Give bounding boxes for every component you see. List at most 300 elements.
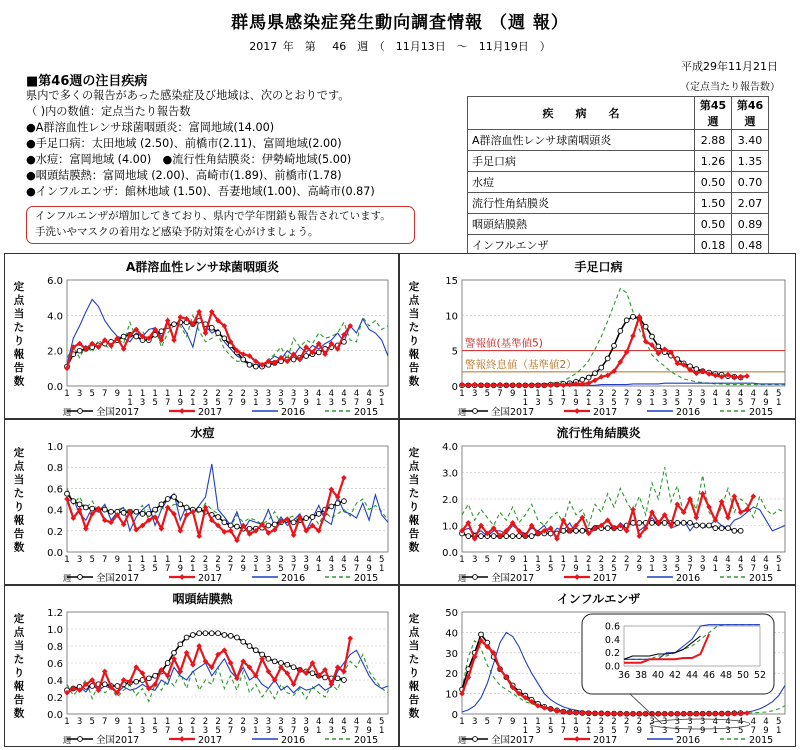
x-tick-label: 9 <box>177 726 184 736</box>
y-tick-label: 10 <box>445 689 458 701</box>
x-tick-label: 3 <box>253 389 259 399</box>
legend-label: 2016 <box>281 735 306 746</box>
data-point-national <box>134 509 139 514</box>
legend-marker <box>473 409 478 414</box>
data-point-2017 <box>694 515 700 521</box>
x-tick-label: 9 <box>699 564 706 574</box>
y-tick-label: 4.0 <box>442 442 458 453</box>
data-point-national <box>228 523 233 528</box>
x-tick-label: 9 <box>509 555 516 565</box>
x-tick-label: 1 <box>535 555 541 565</box>
x-tick-label: 1 <box>585 398 592 408</box>
chart-panel-ekc <box>399 419 796 585</box>
y-axis-label-char: 告 <box>408 694 420 706</box>
x-tick-label: 1 <box>253 398 259 408</box>
x-axis-unit: 週 <box>457 574 467 584</box>
x-tick-label: 1 <box>316 564 322 574</box>
x-tick-label: 7 <box>290 726 297 736</box>
x-tick-label: 9 <box>366 726 372 736</box>
data-point-national <box>197 507 202 512</box>
data-point-national <box>304 516 309 521</box>
x-tick-label: 4 <box>763 555 769 565</box>
x-tick-label: 2 <box>190 389 196 399</box>
x-tick-label: 3 <box>674 717 681 727</box>
x-tick-label: 1 <box>459 717 465 727</box>
data-point-national <box>222 633 227 638</box>
y-axis-label-char: 報 <box>408 680 420 693</box>
legend-marker <box>574 408 580 414</box>
x-tick-label: 1 <box>190 564 196 574</box>
chart-title: 水痘 <box>190 426 215 440</box>
x-tick-label: 3 <box>290 389 297 399</box>
x-tick-label: 1 <box>164 389 171 399</box>
inset-y-tick-label: 0.6 <box>604 621 620 633</box>
data-point-national <box>165 497 170 502</box>
legend-label: 2016 <box>676 573 701 584</box>
x-tick-label: 3 <box>278 555 284 565</box>
x-tick-label: 1 <box>522 398 529 408</box>
x-tick-label: 2 <box>598 717 605 727</box>
data-point-national <box>146 676 151 681</box>
y-tick-label: 0.0 <box>47 382 63 393</box>
x-tick-label: 7 <box>497 555 503 565</box>
legend-marker <box>179 574 185 580</box>
data-point-2017 <box>725 515 731 521</box>
x-tick-label: 1 <box>152 555 158 565</box>
threshold-label: 警報終息値（基準値2） <box>465 358 577 371</box>
y-tick-label: 1.2 <box>47 608 63 619</box>
x-tick-label: 4 <box>341 717 347 727</box>
y-tick-label: 2.0 <box>442 495 458 506</box>
focus-item: ●手足口病：太田地域 (2.50)、前橋市(2.11)、富岡地域(2.00) <box>26 137 342 150</box>
y-axis-label-char: 当 <box>13 474 25 486</box>
x-tick-label: 3 <box>265 389 272 399</box>
x-tick-label: 5 <box>775 717 782 727</box>
chart-hfmd <box>400 254 797 420</box>
data-point-national <box>178 642 183 647</box>
x-tick-label: 3 <box>699 389 706 399</box>
inset-x-tick-label: 36 <box>617 670 631 681</box>
x-tick-label: 7 <box>353 726 360 736</box>
data-point-national <box>247 644 252 649</box>
y-axis-label-char: り <box>13 501 25 513</box>
data-point-2017 <box>177 528 183 534</box>
y-tick-label: 50 <box>445 608 458 619</box>
legend-label: 全国2017 <box>96 407 140 418</box>
x-tick-label: 3 <box>535 398 541 408</box>
inset-x-tick-label: 46 <box>702 670 716 681</box>
x-tick-label: 2 <box>611 555 617 565</box>
x-tick-label: 4 <box>341 555 347 565</box>
data-point-national <box>247 362 252 367</box>
data-point-national <box>153 507 158 512</box>
x-tick-label: 2 <box>636 717 643 727</box>
y-axis-label-char: 点 <box>13 460 25 473</box>
y-axis-label-char: 告 <box>13 694 25 706</box>
y-axis-label-char: 定 <box>13 447 25 459</box>
data-point-national <box>738 528 743 533</box>
data-point-national <box>222 520 227 525</box>
legend-label: 2016 <box>676 407 701 418</box>
y-axis-label-char: 点 <box>408 460 420 473</box>
data-point-national <box>216 515 221 520</box>
x-tick-label: 1 <box>535 389 541 399</box>
legend-label: 2015 <box>749 735 774 746</box>
x-tick-label: 2 <box>636 555 643 565</box>
x-tick-label: 3 <box>76 717 83 727</box>
y-tick-label: 3.0 <box>442 468 458 480</box>
x-tick-label: 1 <box>585 564 592 574</box>
x-tick-label: 7 <box>750 398 757 408</box>
x-tick-label: 4 <box>725 389 731 399</box>
y-axis-label-char: 報 <box>408 348 420 361</box>
x-tick-label: 1 <box>177 717 184 727</box>
inset-x-tick-label: 44 <box>685 670 699 681</box>
threshold-label: 警報値(基準値5) <box>465 337 543 350</box>
y-tick-label: 40 <box>445 628 458 640</box>
y-axis-label-char: 数 <box>408 541 420 554</box>
x-tick-label: 5 <box>378 717 385 727</box>
x-tick-label: 3 <box>139 564 146 574</box>
chart-strep <box>5 254 400 420</box>
x-tick-label: 9 <box>763 564 769 574</box>
data-point-national <box>121 510 126 515</box>
x-tick-label: 3 <box>265 564 272 574</box>
y-axis-label-char: 当 <box>408 474 420 486</box>
data-point-national <box>216 331 221 336</box>
y-axis-label-char: 当 <box>13 308 25 320</box>
x-tick-label: 7 <box>497 389 503 399</box>
data-point-national <box>612 343 617 348</box>
y-tick-label: 20 <box>445 669 458 681</box>
x-tick-label: 7 <box>560 564 567 574</box>
chart-title: 手足口病 <box>574 260 623 274</box>
x-tick-label: 7 <box>227 726 234 736</box>
x-tick-label: 1 <box>649 398 655 408</box>
data-point-national <box>134 334 139 339</box>
x-tick-label: 4 <box>316 389 322 399</box>
y-tick-label: 0.0 <box>47 548 63 559</box>
y-tick-label: 5 <box>451 346 458 358</box>
data-point-national <box>316 511 321 516</box>
data-point-national <box>316 350 321 355</box>
x-tick-label: 5 <box>341 398 347 408</box>
x-tick-label: 9 <box>636 564 643 574</box>
data-point-national <box>253 364 258 369</box>
x-tick-label: 4 <box>712 389 719 399</box>
x-tick-label: 5 <box>152 398 158 408</box>
x-tick-label: 7 <box>623 726 630 736</box>
week46-value: 2.07 <box>732 193 769 214</box>
x-tick-label: 1 <box>775 564 782 574</box>
x-tick-label: 4 <box>737 717 744 727</box>
x-tick-label: 3 <box>674 555 681 565</box>
disease-name: A群溶血性レンサ球菌咽頭炎 <box>468 130 695 151</box>
x-tick-label: 4 <box>763 717 769 727</box>
y-tick-label: 4.0 <box>47 311 63 323</box>
data-point-national <box>681 520 686 525</box>
y-tick-label: 15 <box>445 276 458 287</box>
x-tick-label: 5 <box>341 564 347 574</box>
legend-label: 2017 <box>593 573 618 584</box>
x-tick-label: 9 <box>636 398 643 408</box>
x-tick-label: 3 <box>649 717 655 727</box>
x-tick-label: 4 <box>737 389 744 399</box>
x-tick-label: 2 <box>623 717 630 727</box>
data-point-2017 <box>203 330 209 336</box>
x-tick-label: 2 <box>585 389 592 399</box>
week46-value: 0.48 <box>732 235 769 256</box>
x-tick-label: 3 <box>535 726 541 736</box>
y-tick-label: 0.0 <box>442 548 458 559</box>
legend-label: 全国2017 <box>491 573 535 584</box>
x-tick-label: 1 <box>573 717 579 727</box>
data-point-national <box>83 505 88 510</box>
focus-heading: ■第46週の注目疾病 <box>26 74 148 89</box>
x-tick-label: 7 <box>687 564 693 574</box>
x-tick-label: 7 <box>560 726 567 736</box>
table-row <box>468 172 769 193</box>
x-tick-label: 3 <box>687 717 693 727</box>
x-tick-label: 9 <box>177 398 184 408</box>
x-tick-label: 9 <box>763 726 769 736</box>
x-tick-label: 1 <box>190 398 196 408</box>
y-axis-label-char: た <box>13 321 25 334</box>
data-point-national <box>466 534 471 539</box>
data-point-national <box>146 511 151 516</box>
data-point-national <box>310 515 315 520</box>
x-tick-label: 3 <box>290 717 297 727</box>
y-axis-label-char: り <box>408 335 420 347</box>
y-tick-label: 1.0 <box>47 442 63 453</box>
x-tick-label: 3 <box>699 555 706 565</box>
x-tick-label: 1 <box>378 726 385 736</box>
legend-marker <box>473 575 478 580</box>
x-tick-label: 4 <box>353 717 360 727</box>
focus-note: （ )内の数値：定点当たり報告数 <box>26 105 191 118</box>
y-tick-label: 1.0 <box>442 521 458 533</box>
y-axis-label-char: 点 <box>408 294 420 307</box>
x-tick-label: 9 <box>699 726 706 736</box>
x-tick-label: 1 <box>459 555 465 565</box>
x-tick-label: 7 <box>164 564 171 574</box>
data-point-national <box>342 678 347 683</box>
x-tick-label: 4 <box>366 389 372 399</box>
table-row <box>468 214 769 235</box>
inset-x-tick-label: 50 <box>736 670 750 681</box>
chart-panel-influenza <box>399 585 796 747</box>
x-tick-label: 7 <box>164 398 171 408</box>
data-point-national <box>605 356 610 361</box>
x-tick-label: 2 <box>227 555 234 565</box>
x-tick-label: 3 <box>202 564 209 574</box>
legend-label: 2015 <box>749 407 774 418</box>
data-point-2017 <box>291 532 297 538</box>
data-point-national <box>184 505 189 510</box>
x-tick-label: 4 <box>316 555 322 565</box>
x-tick-label: 1 <box>152 389 158 399</box>
x-tick-label: 1 <box>378 564 385 574</box>
data-point-national <box>574 528 579 533</box>
inset-x-tick-label: 48 <box>719 670 733 681</box>
y-tick-label: 0.4 <box>47 505 63 517</box>
data-point-national <box>624 318 629 323</box>
x-tick-label: 4 <box>328 555 335 565</box>
x-tick-label: 5 <box>674 726 681 736</box>
data-point-2017 <box>459 691 465 697</box>
x-tick-label: 5 <box>215 398 221 408</box>
data-point-national <box>272 659 277 664</box>
x-tick-label: 2 <box>598 389 605 399</box>
x-tick-label: 9 <box>114 717 121 727</box>
data-point-national <box>529 534 534 539</box>
col-disease: 疾 病 名 <box>468 97 695 130</box>
x-tick-label: 2 <box>611 717 617 727</box>
y-tick-label: 1.0 <box>47 625 63 636</box>
x-tick-label: 5 <box>611 398 617 408</box>
data-point-national <box>517 534 522 539</box>
data-point-national <box>713 526 718 531</box>
x-tick-label: 2 <box>227 389 234 399</box>
x-tick-label: 7 <box>560 398 567 408</box>
x-tick-label: 1 <box>459 389 465 399</box>
week46-value: 1.35 <box>732 151 769 172</box>
x-tick-label: 5 <box>484 717 491 727</box>
y-axis-label-char: り <box>13 335 25 347</box>
rate-table <box>467 96 769 256</box>
y-axis-label-char: 定 <box>13 613 25 625</box>
x-tick-label: 9 <box>240 564 246 574</box>
x-tick-label: 1 <box>316 398 322 408</box>
x-tick-label: 9 <box>763 398 769 408</box>
data-point-national <box>707 523 712 528</box>
legend-label: 2016 <box>281 573 306 584</box>
legend-marker <box>78 737 83 742</box>
chart-panel-varicella <box>4 419 399 585</box>
x-tick-label: 2 <box>202 717 209 727</box>
x-tick-label: 1 <box>649 564 655 574</box>
x-tick-label: 5 <box>89 389 95 399</box>
x-tick-label: 2 <box>215 389 221 399</box>
inset-y-tick-label: 0.2 <box>604 648 620 660</box>
table-row <box>468 193 769 214</box>
inset-x-tick-label: 42 <box>668 670 682 681</box>
x-tick-label: 1 <box>139 717 146 727</box>
data-point-national <box>586 375 591 380</box>
x-tick-label: 5 <box>378 389 385 399</box>
data-point-2017 <box>165 318 171 324</box>
y-axis-label-char: 報 <box>408 514 420 527</box>
x-tick-label: 1 <box>573 555 579 565</box>
x-tick-label: 1 <box>64 717 70 727</box>
y-axis-label-char: 告 <box>408 362 420 374</box>
data-point-national <box>491 534 496 539</box>
x-tick-label: 3 <box>471 555 478 565</box>
focus-item: ●インフルエンザ：館林地域 (1.50)、吾妻地域(1.00)、高崎市(0.87) <box>26 185 375 198</box>
data-point-national <box>190 633 195 638</box>
x-tick-label: 5 <box>215 726 221 736</box>
data-point-national <box>479 534 484 539</box>
data-point-national <box>65 491 70 496</box>
data-point-national <box>650 334 655 339</box>
x-tick-label: 9 <box>240 398 246 408</box>
x-tick-label: 1 <box>560 389 567 399</box>
data-point-national <box>241 357 246 362</box>
unit-note: （定点当たり報告数） <box>680 82 780 93</box>
x-tick-label: 1 <box>164 555 171 565</box>
data-point-national <box>656 344 661 349</box>
data-point-2017 <box>177 314 183 320</box>
x-tick-label: 3 <box>253 555 259 565</box>
legend-marker <box>574 574 580 580</box>
x-tick-label: 3 <box>535 564 541 574</box>
inset-x-tick-label: 38 <box>634 670 648 681</box>
x-tick-label: 1 <box>547 717 554 727</box>
x-tick-label: 1 <box>522 717 529 727</box>
x-tick-label: 5 <box>611 564 617 574</box>
notice-box <box>26 206 415 244</box>
y-axis-label-char: 定 <box>408 613 420 625</box>
x-tick-label: 3 <box>202 398 209 408</box>
data-point-national <box>216 631 221 636</box>
x-tick-label: 3 <box>674 389 681 399</box>
x-tick-label: 2 <box>611 389 617 399</box>
x-tick-label: 2 <box>202 555 209 565</box>
data-point-2017 <box>732 494 738 500</box>
x-tick-label: 3 <box>303 717 309 727</box>
disease-name: 流行性角結膜炎 <box>468 193 695 214</box>
y-axis-label-char: 告 <box>13 528 25 540</box>
x-tick-label: 5 <box>341 726 347 736</box>
y-tick-label: 2.0 <box>47 346 63 358</box>
x-tick-label: 5 <box>484 555 491 565</box>
x-tick-label: 2 <box>598 555 605 565</box>
week46-value: 0.70 <box>732 172 769 193</box>
legend-label: 2015 <box>354 735 379 746</box>
disease-name: 手足口病 <box>468 151 695 172</box>
legend-marker <box>179 736 185 742</box>
x-tick-label: 2 <box>240 717 246 727</box>
week45-value: 0.50 <box>695 172 732 193</box>
y-axis-label-char: り <box>408 667 420 679</box>
y-axis-label-char: 当 <box>408 640 420 652</box>
chart-title: 流行性角結膜炎 <box>556 426 641 440</box>
legend-label: 2017 <box>593 735 618 746</box>
x-tick-label: 4 <box>750 717 757 727</box>
x-tick-label: 7 <box>164 726 171 736</box>
x-tick-label: 7 <box>102 389 108 399</box>
x-tick-label: 3 <box>139 398 146 408</box>
y-axis-label-char: 定 <box>408 281 420 293</box>
data-point-national <box>700 523 705 528</box>
x-tick-label: 5 <box>278 564 284 574</box>
x-tick-label: 3 <box>471 389 478 399</box>
data-point-national <box>253 648 258 653</box>
legend-label: 2015 <box>749 573 774 584</box>
focus-item: ●A群溶血性レンサ球菌咽頭炎：富岡地域(14.00) <box>26 121 275 134</box>
y-tick-label: 0 <box>451 382 458 393</box>
legend-marker <box>78 409 83 414</box>
x-tick-label: 1 <box>316 726 322 736</box>
x-tick-label: 4 <box>763 389 769 399</box>
data-point-2017 <box>341 475 347 481</box>
series-line-2017 <box>67 638 350 693</box>
x-tick-label: 5 <box>152 726 158 736</box>
data-point-national <box>172 650 177 655</box>
x-tick-label: 3 <box>303 555 309 565</box>
x-tick-label: 3 <box>328 726 335 736</box>
x-tick-label: 5 <box>547 398 554 408</box>
